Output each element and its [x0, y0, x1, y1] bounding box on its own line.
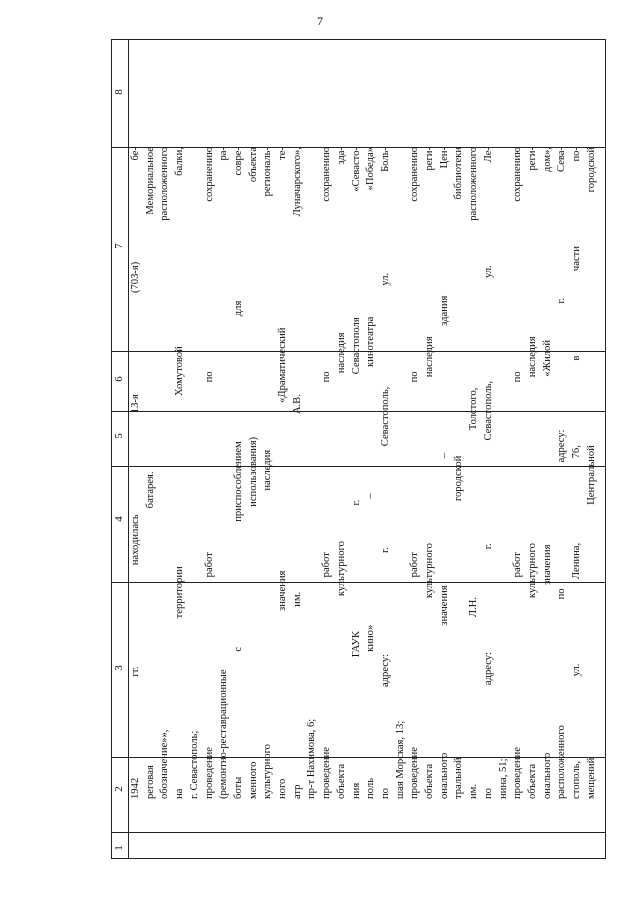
- text-line: мещений Центральной городской: [585, 147, 597, 799]
- text-line: объекта культурного наследия зда-: [335, 147, 347, 799]
- text-line: шая Морская, 13;: [394, 720, 406, 799]
- text-line: на территории Хомутовой балки,: [174, 147, 186, 799]
- text-line: атр им. А.В. Луначарского»,: [291, 147, 303, 799]
- column-number-1: 1: [113, 845, 125, 851]
- column-7-text: [129, 147, 605, 799]
- text-line: по адресу: г. Севастополь, ул. Ле-: [482, 147, 494, 799]
- column-number-7: 7: [113, 243, 125, 249]
- text-line: по адресу: г. Севастополь, ул. Боль-: [379, 147, 391, 799]
- column-divider-2-1: [111, 832, 606, 833]
- text-line: стополь, ул. Ленина, 76, в части по-: [571, 147, 583, 799]
- text-line: проведение работ по сохранению: [409, 147, 421, 799]
- text-line: (ремонтно-реставрационные ра-: [218, 147, 230, 799]
- table-border-left: [111, 39, 112, 859]
- text-line: расположенного по адресу: г. Сева-: [556, 147, 568, 799]
- text-line: проведение работ по сохранению: [512, 147, 524, 799]
- column-7-cell: [129, 147, 605, 799]
- column-number-5: 5: [113, 433, 125, 439]
- text-line: менного использования) объекта: [247, 147, 259, 799]
- text-line: объекта культурного наследия реги-: [424, 147, 436, 799]
- text-line: поль кино» – кинотеатра «Победа»: [365, 147, 377, 799]
- text-line: реговая батарея. Мемориальное: [144, 147, 156, 799]
- column-number-4: 4: [113, 516, 125, 522]
- text-line: онального значения – здания Цен-: [438, 147, 450, 799]
- text-line: культурного наследия региональ-: [262, 147, 274, 799]
- column-number-8: 8: [113, 89, 125, 95]
- text-line: онального значения «Жилой дом»,: [541, 147, 553, 799]
- text-line: ния ГАУК г. Севастополя «Севасто-: [350, 147, 362, 799]
- column-number-3: 3: [113, 665, 125, 671]
- text-line: объекта культурного наследия реги-: [526, 147, 538, 799]
- text-line: проведение работ по сохранению: [203, 147, 215, 799]
- text-line: г. Севастополь;: [188, 730, 200, 799]
- text-line: им. Л.Н. Толстого, расположенного: [468, 147, 480, 799]
- column-number-6: 6: [113, 376, 125, 382]
- table-border-top: [111, 39, 606, 40]
- text-line: 1942 гг. находилась 13-я (703-я) бе-: [130, 147, 141, 799]
- text-line: ного значения «Драматический те-: [277, 147, 289, 799]
- text-line: обозначение»», расположенного: [159, 147, 171, 799]
- table-border-right: [605, 39, 606, 859]
- text-line: боты с приспособлением для совре-: [232, 147, 244, 799]
- page-number: 7: [317, 14, 323, 28]
- column-number-2: 2: [113, 786, 125, 792]
- text-line: тральной городской библиотеки: [453, 147, 465, 799]
- text-line: пр-т Нахимова, 6;: [306, 718, 318, 799]
- text-line: проведение работ по сохранению: [321, 147, 333, 799]
- text-line: нина, 51;: [497, 758, 509, 799]
- table-border-bottom: [111, 858, 606, 859]
